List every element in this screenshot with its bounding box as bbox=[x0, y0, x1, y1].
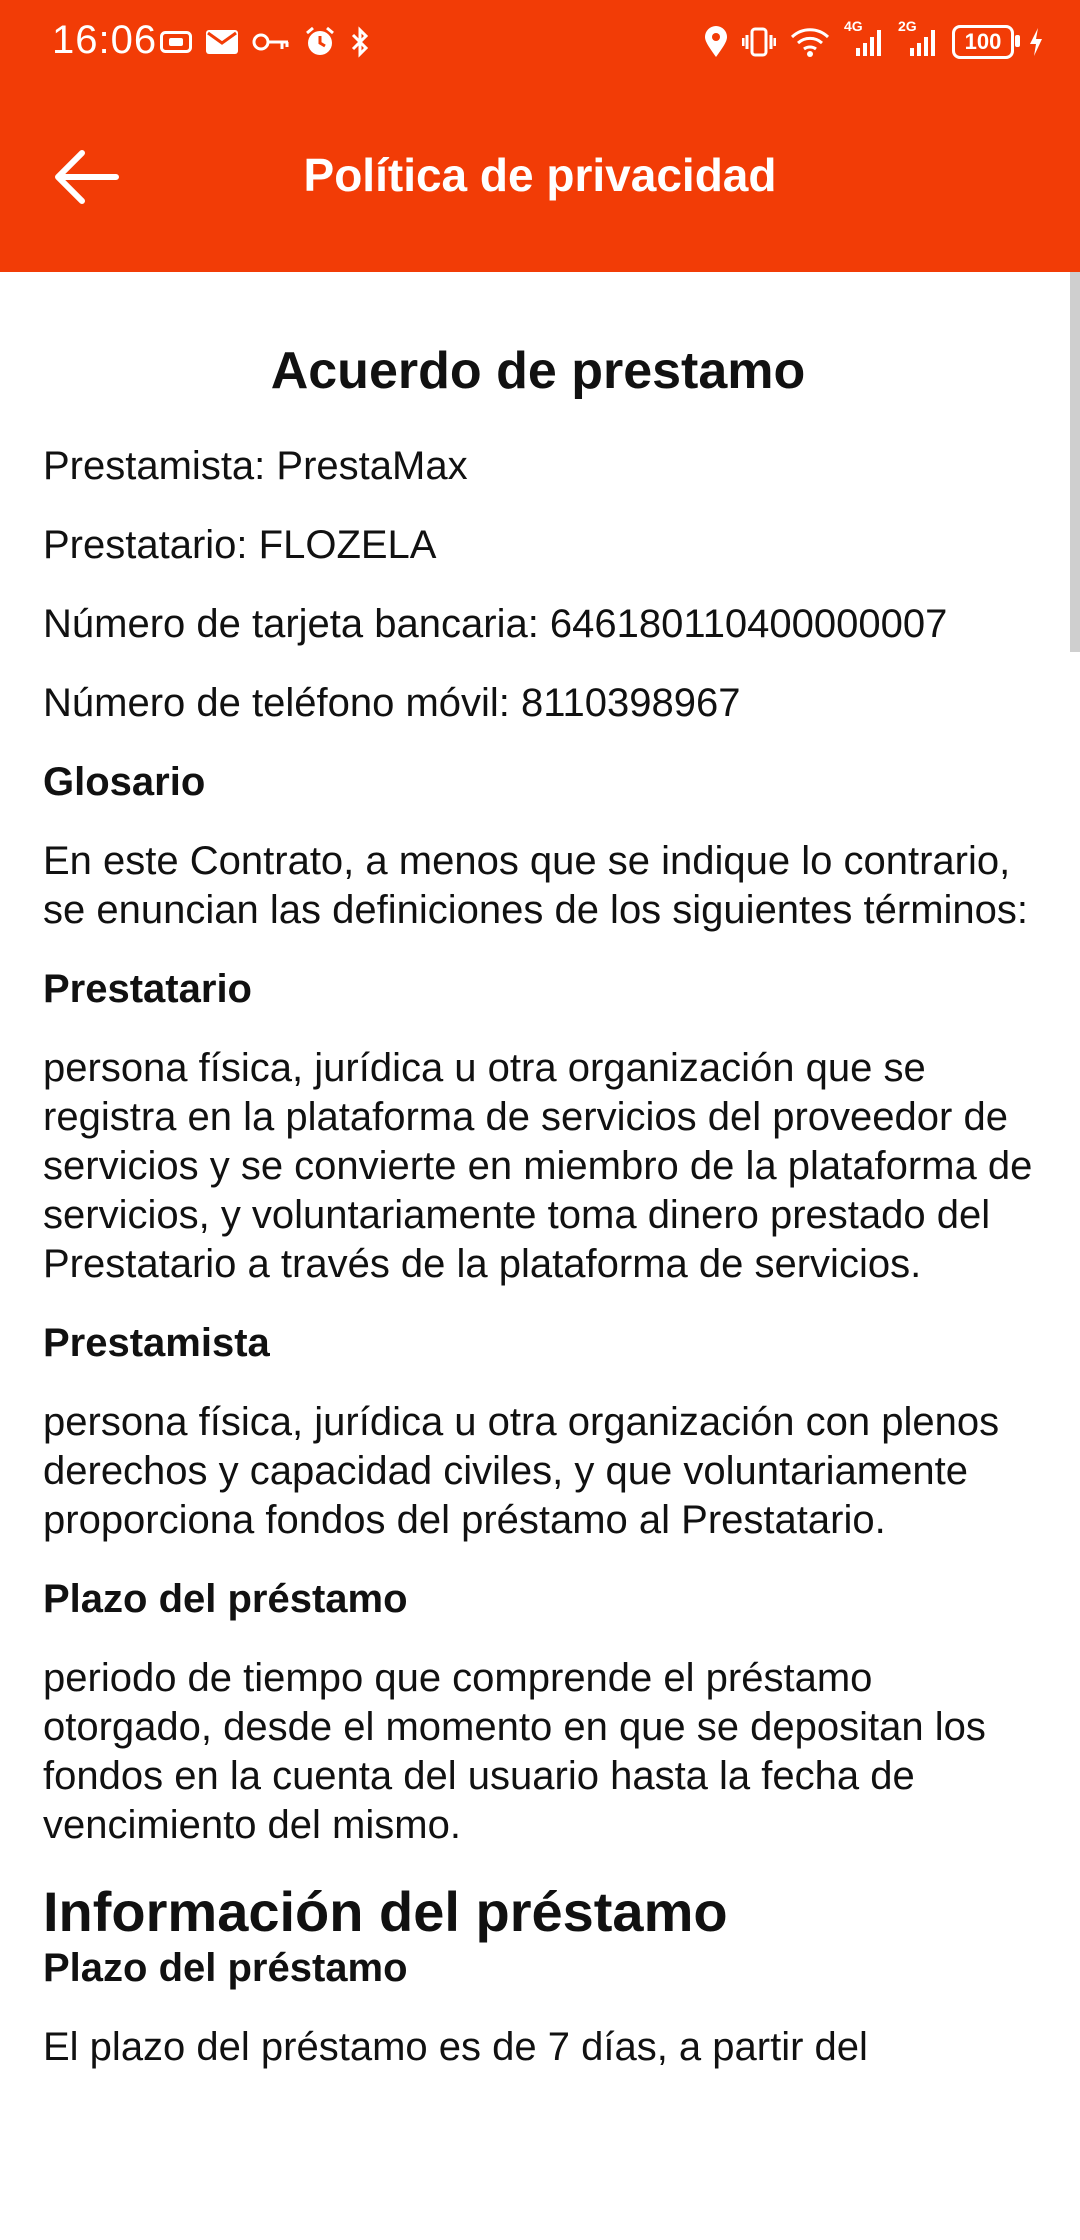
term-loan-period: Plazo del préstamo bbox=[43, 1577, 408, 1621]
scrollbar-thumb[interactable] bbox=[1070, 272, 1080, 652]
glossary-heading: Glosario bbox=[43, 760, 206, 804]
signal-4g-icon bbox=[844, 18, 884, 62]
alarm-icon bbox=[304, 22, 336, 62]
lender-line: Prestamista: PrestaMax bbox=[43, 444, 468, 488]
document-content bbox=[43, 340, 1033, 2102]
vibrate-icon bbox=[742, 22, 776, 62]
glossary-intro: En este Contrato, a menos que se indique lo contrario, se enuncian las definiciones de los siguientes términos: bbox=[43, 839, 1029, 932]
loan-info-heading: Información del préstamo bbox=[43, 1880, 728, 1943]
definition-borrower: persona física, jurídica u otra organización que se registra en la plataforma de servicios del proveedor de servicios y se convierte en miembro de la plataforma de servicios, y voluntariamente toma dinero prestado del Prestatario a través de la plataforma de servicios. bbox=[43, 1046, 1033, 1286]
status-system-icons bbox=[704, 18, 1044, 62]
phone-line: Número de teléfono móvil: 8110398967 bbox=[43, 681, 741, 725]
definition-loan-period: periodo de tiempo que comprende el préstamo otorgado, desde el momento en que se depositan los fondos en la cuenta del usuario hasta la fecha de vencimiento del mismo. bbox=[43, 1656, 986, 1847]
wifi-icon bbox=[790, 22, 830, 62]
loan-term-subheading: Plazo del préstamo bbox=[43, 1946, 408, 1990]
term-borrower: Prestatario bbox=[43, 967, 252, 1011]
status-time: 16:06 bbox=[52, 18, 158, 62]
definition-lender: persona física, jurídica u otra organización con plenos derechos y capacidad civiles, y que voluntariamente proporciona fondos del préstamo al Prestatario. bbox=[43, 1400, 1000, 1542]
page-title: Política de privacidad bbox=[303, 149, 777, 201]
status-notification-icons bbox=[160, 22, 370, 62]
key-icon bbox=[252, 22, 290, 62]
signal-2g-icon bbox=[898, 18, 938, 62]
term-lender: Prestamista bbox=[43, 1321, 270, 1365]
network-2g-label: 2G bbox=[898, 18, 917, 34]
status-bar bbox=[0, 0, 1080, 84]
bank-card-line: Número de tarjeta bancaria: 646180110400000007 bbox=[43, 602, 948, 646]
mail-icon bbox=[206, 22, 238, 62]
location-icon bbox=[704, 22, 728, 62]
borrower-line: Prestatario: FLOZELA bbox=[43, 523, 437, 567]
battery-level: 100 bbox=[964, 29, 1002, 54]
document-title: Acuerdo de prestamo bbox=[270, 342, 806, 400]
app-bar bbox=[0, 0, 1080, 272]
sim-card-icon bbox=[160, 22, 192, 62]
charging-icon bbox=[1028, 22, 1044, 62]
bluetooth-icon bbox=[350, 22, 370, 62]
battery-icon bbox=[952, 25, 1014, 59]
loan-term-text: El plazo del préstamo es de 7 días, a partir del bbox=[43, 2025, 868, 2069]
network-4g-label: 4G bbox=[844, 18, 863, 34]
